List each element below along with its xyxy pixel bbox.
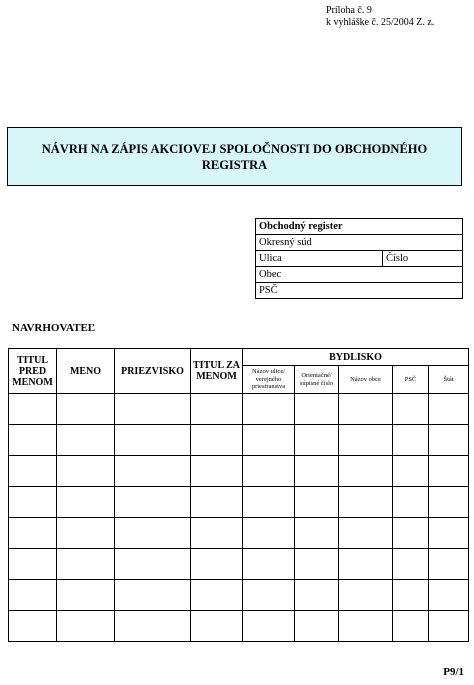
col-surname: PRIEZVISKO (115, 349, 191, 394)
col-name: MENO (57, 349, 115, 394)
table-cell[interactable] (57, 611, 115, 642)
table-row (9, 611, 469, 642)
table-cell[interactable] (115, 425, 191, 456)
table-cell[interactable] (429, 394, 469, 425)
table-cell[interactable] (115, 518, 191, 549)
table-cell[interactable] (57, 394, 115, 425)
table-cell[interactable] (295, 487, 339, 518)
table-row (9, 394, 469, 425)
table-cell[interactable] (191, 611, 243, 642)
table-cell[interactable] (243, 394, 295, 425)
table-cell[interactable] (339, 487, 393, 518)
table-cell[interactable] (393, 611, 429, 642)
col-title-after: TITUL ZA MENOM (191, 349, 243, 394)
table-cell[interactable] (115, 456, 191, 487)
table-cell[interactable] (9, 456, 57, 487)
table-cell[interactable] (339, 425, 393, 456)
table-cell[interactable] (191, 487, 243, 518)
col-residence-municipality: Názov obce (339, 366, 393, 394)
table-cell[interactable] (339, 549, 393, 580)
page-number: P9/1 (443, 666, 464, 678)
district-court-field[interactable]: Okresný súd (256, 235, 463, 251)
table-cell[interactable] (243, 580, 295, 611)
table-cell[interactable] (393, 394, 429, 425)
table-cell[interactable] (9, 549, 57, 580)
table-cell[interactable] (429, 518, 469, 549)
table-cell[interactable] (429, 456, 469, 487)
number-field[interactable]: Číslo (383, 251, 463, 267)
table-cell[interactable] (393, 487, 429, 518)
table-cell[interactable] (191, 425, 243, 456)
table-cell[interactable] (243, 425, 295, 456)
table-cell[interactable] (393, 518, 429, 549)
table-cell[interactable] (57, 580, 115, 611)
form-title: NÁVRH NA ZÁPIS AKCIOVEJ SPOLOČNOSTI DO OBCHODNÉHO REGISTRA (41, 141, 428, 172)
table-cell[interactable] (339, 580, 393, 611)
table-cell[interactable] (339, 611, 393, 642)
table-cell[interactable] (243, 611, 295, 642)
decree-reference: k vyhláške č. 25/2004 Z. z. (326, 17, 435, 28)
table-cell[interactable] (429, 549, 469, 580)
table-row (9, 580, 469, 611)
table-cell[interactable] (243, 487, 295, 518)
table-cell[interactable] (115, 580, 191, 611)
table-cell[interactable] (115, 487, 191, 518)
table-cell[interactable] (429, 425, 469, 456)
table-cell[interactable] (295, 456, 339, 487)
table-cell[interactable] (9, 611, 57, 642)
table-cell[interactable] (57, 487, 115, 518)
table-row (9, 456, 469, 487)
col-title-before: TITUL PRED MENOM (9, 349, 57, 394)
col-residence-number: Orientačné/ súpisné číslo (295, 366, 339, 394)
table-cell[interactable] (115, 394, 191, 425)
table-cell[interactable] (393, 549, 429, 580)
register-header: Obchodný register (256, 219, 463, 235)
annex-number: Príloha č. 9 (326, 5, 372, 16)
annex-reference (326, 5, 434, 29)
table-cell[interactable] (393, 456, 429, 487)
table-cell[interactable] (295, 518, 339, 549)
business-register-box (255, 218, 463, 299)
table-cell[interactable] (243, 456, 295, 487)
table-cell[interactable] (243, 518, 295, 549)
table-row (9, 549, 469, 580)
table-cell[interactable] (295, 611, 339, 642)
street-field[interactable]: Ulica (256, 251, 383, 267)
table-cell[interactable] (191, 394, 243, 425)
municipality-field[interactable]: Obec (256, 267, 463, 283)
table-cell[interactable] (243, 549, 295, 580)
col-residence: BYDLISKO (243, 349, 469, 366)
table-cell[interactable] (393, 425, 429, 456)
table-cell[interactable] (429, 611, 469, 642)
table-cell[interactable] (339, 456, 393, 487)
table-cell[interactable] (393, 580, 429, 611)
table-cell[interactable] (9, 394, 57, 425)
table-cell[interactable] (191, 549, 243, 580)
table-cell[interactable] (57, 456, 115, 487)
table-cell[interactable] (115, 611, 191, 642)
applicants-heading: NAVRHOVATEĽ (12, 322, 96, 334)
table-row (9, 487, 469, 518)
table-cell[interactable] (191, 518, 243, 549)
table-cell[interactable] (295, 394, 339, 425)
table-cell[interactable] (57, 549, 115, 580)
applicants-table (8, 348, 469, 642)
table-cell[interactable] (295, 580, 339, 611)
table-cell[interactable] (295, 425, 339, 456)
table-cell[interactable] (339, 518, 393, 549)
table-cell[interactable] (9, 487, 57, 518)
table-cell[interactable] (9, 425, 57, 456)
table-row (9, 425, 469, 456)
form-title-box (7, 127, 462, 186)
table-cell[interactable] (9, 580, 57, 611)
table-cell[interactable] (57, 518, 115, 549)
table-cell[interactable] (429, 487, 469, 518)
table-cell[interactable] (115, 549, 191, 580)
table-cell[interactable] (295, 549, 339, 580)
table-cell[interactable] (339, 394, 393, 425)
table-cell[interactable] (191, 580, 243, 611)
col-residence-street: Názov ulice/ verejného priestranstva (243, 366, 295, 394)
table-cell[interactable] (429, 580, 469, 611)
postal-code-field[interactable]: PSČ (256, 283, 463, 299)
table-cell[interactable] (57, 425, 115, 456)
col-residence-country: Štát (429, 366, 469, 394)
table-row (9, 518, 469, 549)
col-residence-postal-code: PSČ (393, 366, 429, 394)
table-cell[interactable] (9, 518, 57, 549)
table-cell[interactable] (191, 456, 243, 487)
